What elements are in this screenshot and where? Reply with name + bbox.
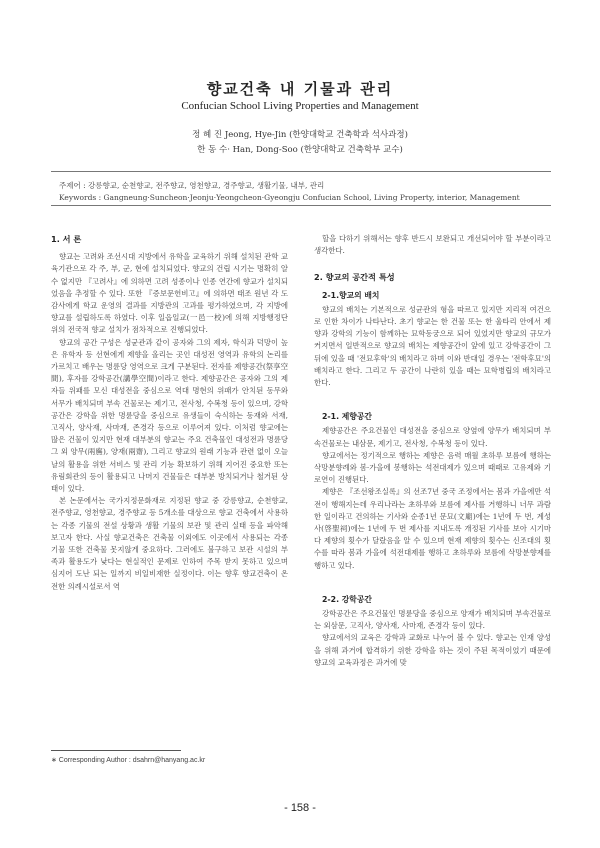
- intro-paragraph-end: 할을 다하기 위해서는 향후 반드시 보완되고 개선되어야 할 부분이라고 생각한다.: [314, 234, 551, 256]
- left-column: [51, 233, 288, 593]
- subsection-2-3-paragraph-1: 강학공간은 주요건물인 명륜당을 중심으로 양재가 배치되며 부속건물로는 외삼문, 고직사, 양사재, 사마재, 존경각 등이 있다.: [314, 609, 551, 631]
- author-1: 정 혜 진 Jeong, Hye-Jin (한양대학교 건축학과 석사과정): [192, 130, 408, 140]
- subsection-2-3-title: 2-2. 강학공간: [322, 594, 372, 604]
- footnote-corresponding-author: ∗ Corresponding Author : dsahrn@hanyang.ac.kr: [51, 757, 206, 764]
- subsection-2-2-paragraph-3: 제향은 『조선왕조실록』의 선조7년 중국 조정에서는 봄과 가을에만 석전이 행해지는데 우리나라는 초하루와 보름에 제사를 거행하니 너무 과람한 일이라고 건의하는 기사와 순종1년 문묘(文廟)에는 1년에 두 번, 계성사(啓聖祠)에는 1년에 두 번 제사를 지내도록 개정된 기사를 보아 시기마다 제향의 횟수가 달랐음을 알 수 있으며 현재 제향의 횟수는 신조대의 횟수를 따라 봄과 가을에 석전대제를 행하고 초하루와 보름에 삭망분향제를 행하고 있다.: [314, 487, 551, 570]
- keywords-box: [51, 171, 551, 206]
- subsection-2-2-title: 2-1. 제향공간: [322, 412, 372, 422]
- section-1-title: 1. 서 론: [51, 234, 82, 244]
- subsection-2-2-paragraph-1: 제향공간은 주요건물인 대성전을 중심으로 양옆에 양무가 배치되며 부속건물로는 내삼문, 제기고, 전사청, 수복청 등이 있다.: [314, 426, 551, 448]
- title-korean: 향교건축 내 기물과 관리: [206, 80, 394, 98]
- footnote-divider: [51, 750, 181, 751]
- intro-paragraph-2: 향교의 공간 구성은 성균관과 같이 공자와 그의 제자, 학식과 덕망이 높은 유학자 등 선현에게 제향을 올리는 곳인 대성전 영역과 유학의 논리를 가르치고 배우는 명륜당 영역으로 크게 구분된다. 전자를 제향공간(祭享空間), 후자를 강학공간(講學空間)이라고 한다. 제향공간은 공자와 그의 제자들 위패를 모신 대성전을 중심으로 역대 명현의 위패가 안치된 동무와 서무가 배치되며 부속 건물로는 제기고, 전사청, 수복청 등이 있으며, 강학공간은 강학을 위한 명륜당을 중심으로 유생들이 숙식하는 동재와 서재, 고직사, 양사재, 사마재, 존경각 등으로 이루어져 있다. 이처럼 향교에는 많은 건물이 있지만 현재 대부분의 향교는 주요 건축물인 대성전과 명륜당 그 외 양무(兩廡), 양재(兩齋), 그리고 향교의 원래 기능과 관련 없이 오늘날의 활용을 위한 서비스 및 관리 기능 확보하기 위해 지어진 중요한 또는 유림회관의 등이 활용되고 나머지 건물들은 대부분 방치되거나 철거된 상태이 있다.: [51, 337, 288, 494]
- subsection-2-2-paragraph-2: 향교에서는 정기적으로 행하는 제향은 음력 매월 초하루 보름에 행하는 삭망분향례와 봄·가을에 봉행하는 석전대제가 있으며 때때로 고유제와 기로연이 진행된다.: [314, 450, 551, 485]
- keywords-english: Keywords : Gangneung·Suncheon·Jeonju·Yeongcheon·Gyeongju Confucian School, Living Property, interior, Management: [59, 193, 520, 202]
- subsection-2-3-paragraph-2: 향교에서의 교육은 강학과 교화로 나누어 볼 수 있다. 향교는 인재 양성을 위해 과거에 합격하기 위한 강학을 하는 것이 주된 목적이었기 때문에 향교의 교육과정은 과거에 맞: [314, 633, 551, 667]
- title-english: Confucian School Living Properties and Management: [181, 100, 419, 112]
- subsection-2-1-text: 향교의 배치는 기본적으로 성균관의 형을 따르고 있지만 지리적 여건으로 인한 차이가 나타난다. 초기 향교는 한 건물 또는 한 울타리 안에서 제향과 강학의 기능이 함께하는 묘학동궁으로 되어 있었지만 향교의 규모가 커지면서 일반적으로 향교의 배치는 제향공간이 앞에 있고 강학공간이 그 뒤에 있을 때 '전묘후학'의 배치라고 하며 이와 반대일 경우는 '전학후묘'의 배치라고 한다. 그리고 두 공간이 나란히 있을 때는 묘학병립의 배치라고 한다.: [314, 304, 551, 388]
- page-number: - 158 -: [284, 802, 316, 814]
- section-2-title: 2. 향교의 공간적 특성: [314, 272, 395, 283]
- subsection-2-1-title: 2-1.향교의 배치: [322, 290, 380, 300]
- author-2: 한 동 수· Han, Dong-Soo (한양대학교 건축학부 교수): [197, 145, 403, 155]
- right-column: [314, 233, 551, 669]
- intro-paragraph-1: 향교는 고려와 조선시대 지방에서 유학을 교육하기 위해 설치된 관학 교육기관으로 각 주, 부, 군, 현에 설치되었다. 향교의 건립 시기는 명확히 알 수 없지만 『고려사』에 의하면 고려 성종이나 인종 연간에 향교가 설치되었음을 추정할 수 있다. 또한 『증보문헌비고』에 의하면 태조 원년 각 도 감사에게 학교 운영의 결과를 지방관의 고과를 평가하였으며, 각 지방에 향교를 설립하도록 하였다. 이후 일읍일교(一邑一校)에 의해 지방행정단위의 전국적 향교 설치가 점차적으로 진행되었다.: [51, 252, 288, 335]
- keywords-korean: 주제어 : 강릉향교, 순천향교, 전주향교, 영천향교, 경주향교, 생활기물, 내부, 관리: [59, 181, 325, 190]
- intro-paragraph-3: 본 논문에서는 국가지정문화재로 지정된 향교 중 강릉향교, 순천향교, 전주향교, 영천향교, 경주향교 등 5개소를 대상으로 향교 건축에서 사용하는 각종 기물의 전설 상황과 생활 기물의 보관 및 관리 실태 등을 파악해 보고자 한다. 사실 향교건축은 건축물 이외에도 이곳에서 사용되는 각종 기물 또한 건축물 못지않게 중요하다. 그러에도 불구하고 보관 시설의 부족과 활용도가 낮다는 현실적인 문제로 인하여 주목 받지 못하고 있으며 심지어 도난 되는 일까지 비일비재한 실정이다. 이는 향후 향교건축이 온전한 의례시설로서 역: [51, 496, 288, 591]
